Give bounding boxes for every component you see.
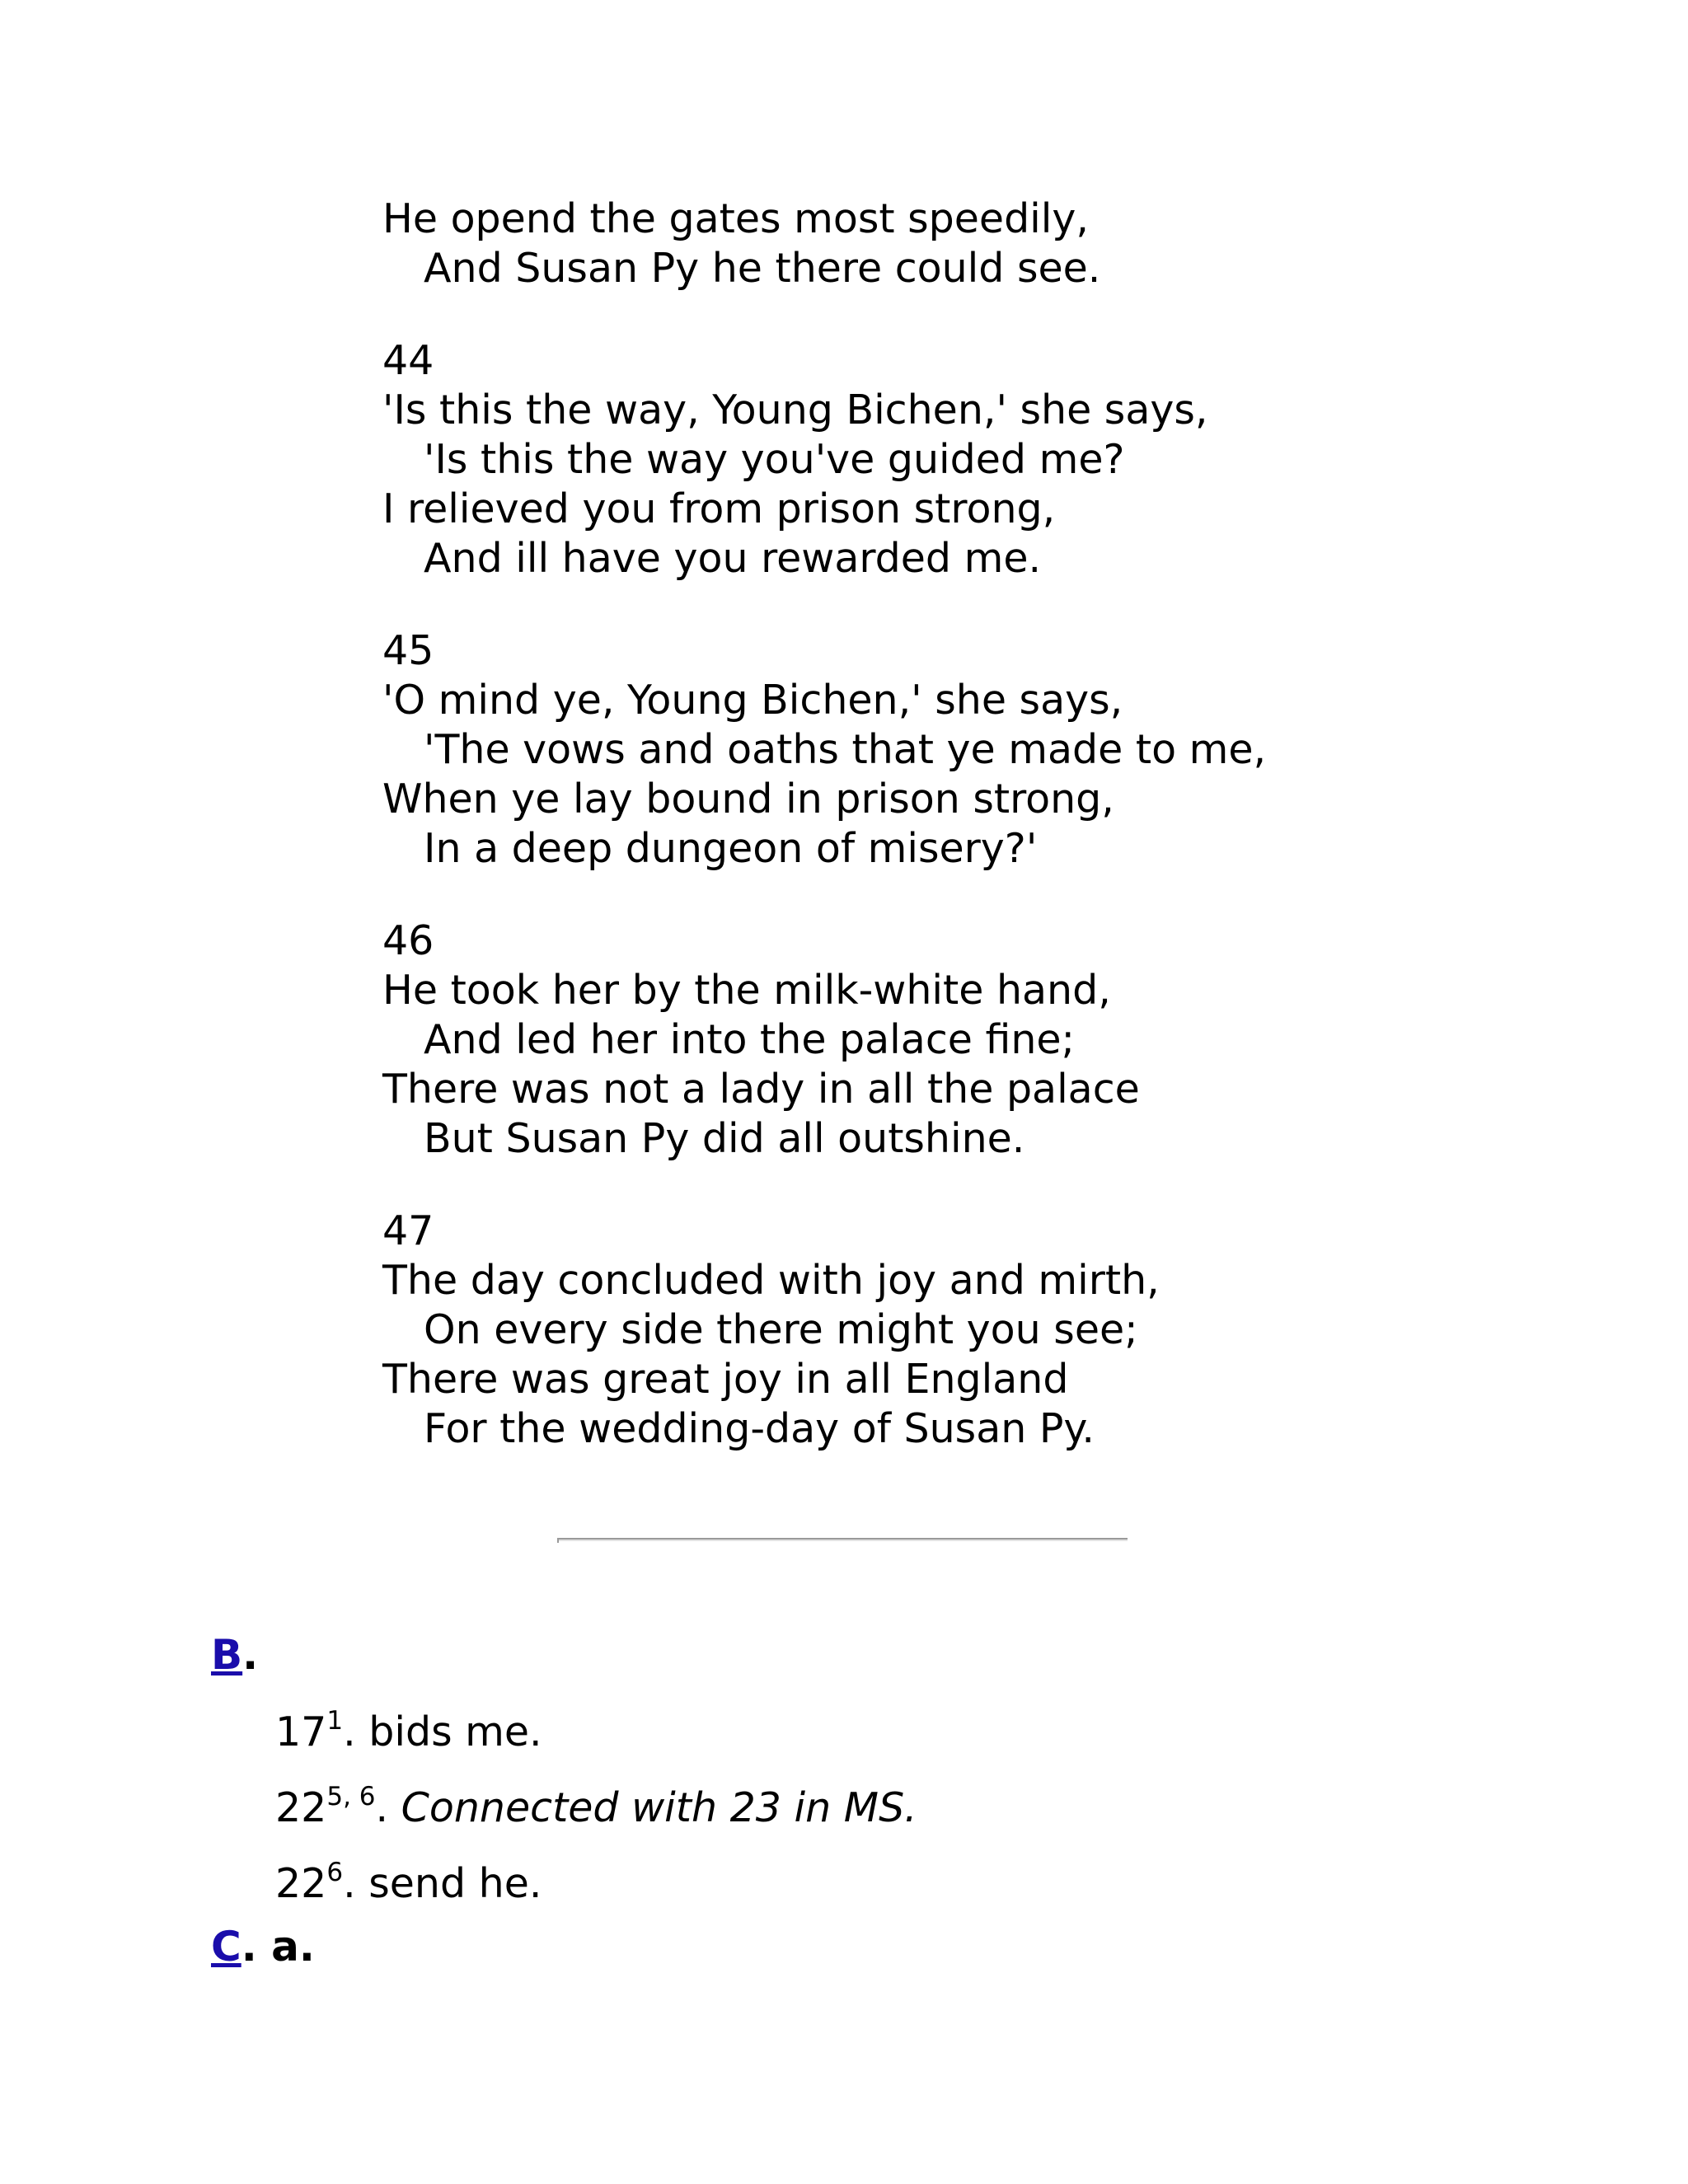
stanza-number: 44 — [382, 337, 434, 384]
verse-line: But Susan Py did all outshine. — [424, 1115, 1025, 1162]
notes-heading-b — [211, 1630, 258, 1680]
verse-line: 'The vows and oaths that ye made to me, — [424, 726, 1267, 773]
verse-line: I relieved you from prison strong, — [382, 485, 1056, 532]
verse-line: For the wedding-day of Susan Py. — [424, 1405, 1095, 1452]
note-ref-sup: 1 — [326, 1706, 344, 1736]
verse-line: 'O mind ye, Young Bichen,' she says, — [382, 677, 1123, 724]
note-ref: 22 — [275, 1784, 327, 1831]
verse-line: And led her into the palace fine; — [424, 1016, 1076, 1063]
stanza-44 — [382, 336, 1372, 583]
verse-line: And Susan Py he there could see. — [424, 245, 1101, 292]
verse-line: When ye lay bound in prison strong, — [382, 776, 1114, 823]
note-ref: 22 — [275, 1860, 327, 1907]
note-text: bids me. — [368, 1708, 542, 1755]
note-text: send he. — [368, 1860, 542, 1907]
note-item — [275, 1708, 542, 1757]
notes-heading-suffix: . — [242, 1631, 259, 1679]
stanza-number: 47 — [382, 1207, 434, 1254]
verse-line: There was not a lady in all the palace — [382, 1066, 1140, 1113]
note-ref-sup: 6 — [326, 1858, 344, 1887]
verse-block — [382, 194, 1372, 1454]
note-item — [275, 1859, 542, 1909]
notes-heading-suffix: . a. — [241, 1923, 315, 1971]
verse-line: On every side there might you see; — [424, 1306, 1138, 1353]
note-sep: . — [343, 1860, 369, 1907]
note-sep: . — [375, 1784, 401, 1831]
verse-line: The day concluded with joy and mirth, — [382, 1257, 1160, 1304]
note-sep: . — [343, 1708, 369, 1755]
stanza-46 — [382, 916, 1372, 1164]
stanza-number: 46 — [382, 917, 434, 964]
horizontal-rule — [557, 1538, 1128, 1541]
stanza-number: 45 — [382, 627, 434, 674]
note-ref-sup: 5, 6 — [326, 1782, 376, 1811]
verse-line: And ill have you rewarded me. — [424, 535, 1042, 582]
verse-line: 'Is this the way, Young Bichen,' she says, — [382, 387, 1208, 434]
notes-link-b[interactable]: B — [211, 1631, 243, 1679]
note-text: Connected with 23 in MS. — [401, 1784, 917, 1831]
verse-line: In a deep dungeon of misery?' — [424, 825, 1038, 872]
note-item — [275, 1783, 917, 1833]
note-ref: 17 — [275, 1708, 327, 1755]
notes-link-c[interactable]: C — [211, 1923, 241, 1971]
stanza-45 — [382, 626, 1372, 874]
verse-line: He took her by the milk-white hand, — [382, 967, 1111, 1014]
verse-line: There was great joy in all England — [382, 1356, 1069, 1403]
verse-line: 'Is this the way you've guided me? — [424, 436, 1125, 483]
notes-heading-c — [211, 1922, 315, 1971]
stanza-continuation — [382, 194, 1372, 293]
stanza-47 — [382, 1207, 1372, 1454]
verse-line: He opend the gates most speedily, — [382, 195, 1089, 242]
